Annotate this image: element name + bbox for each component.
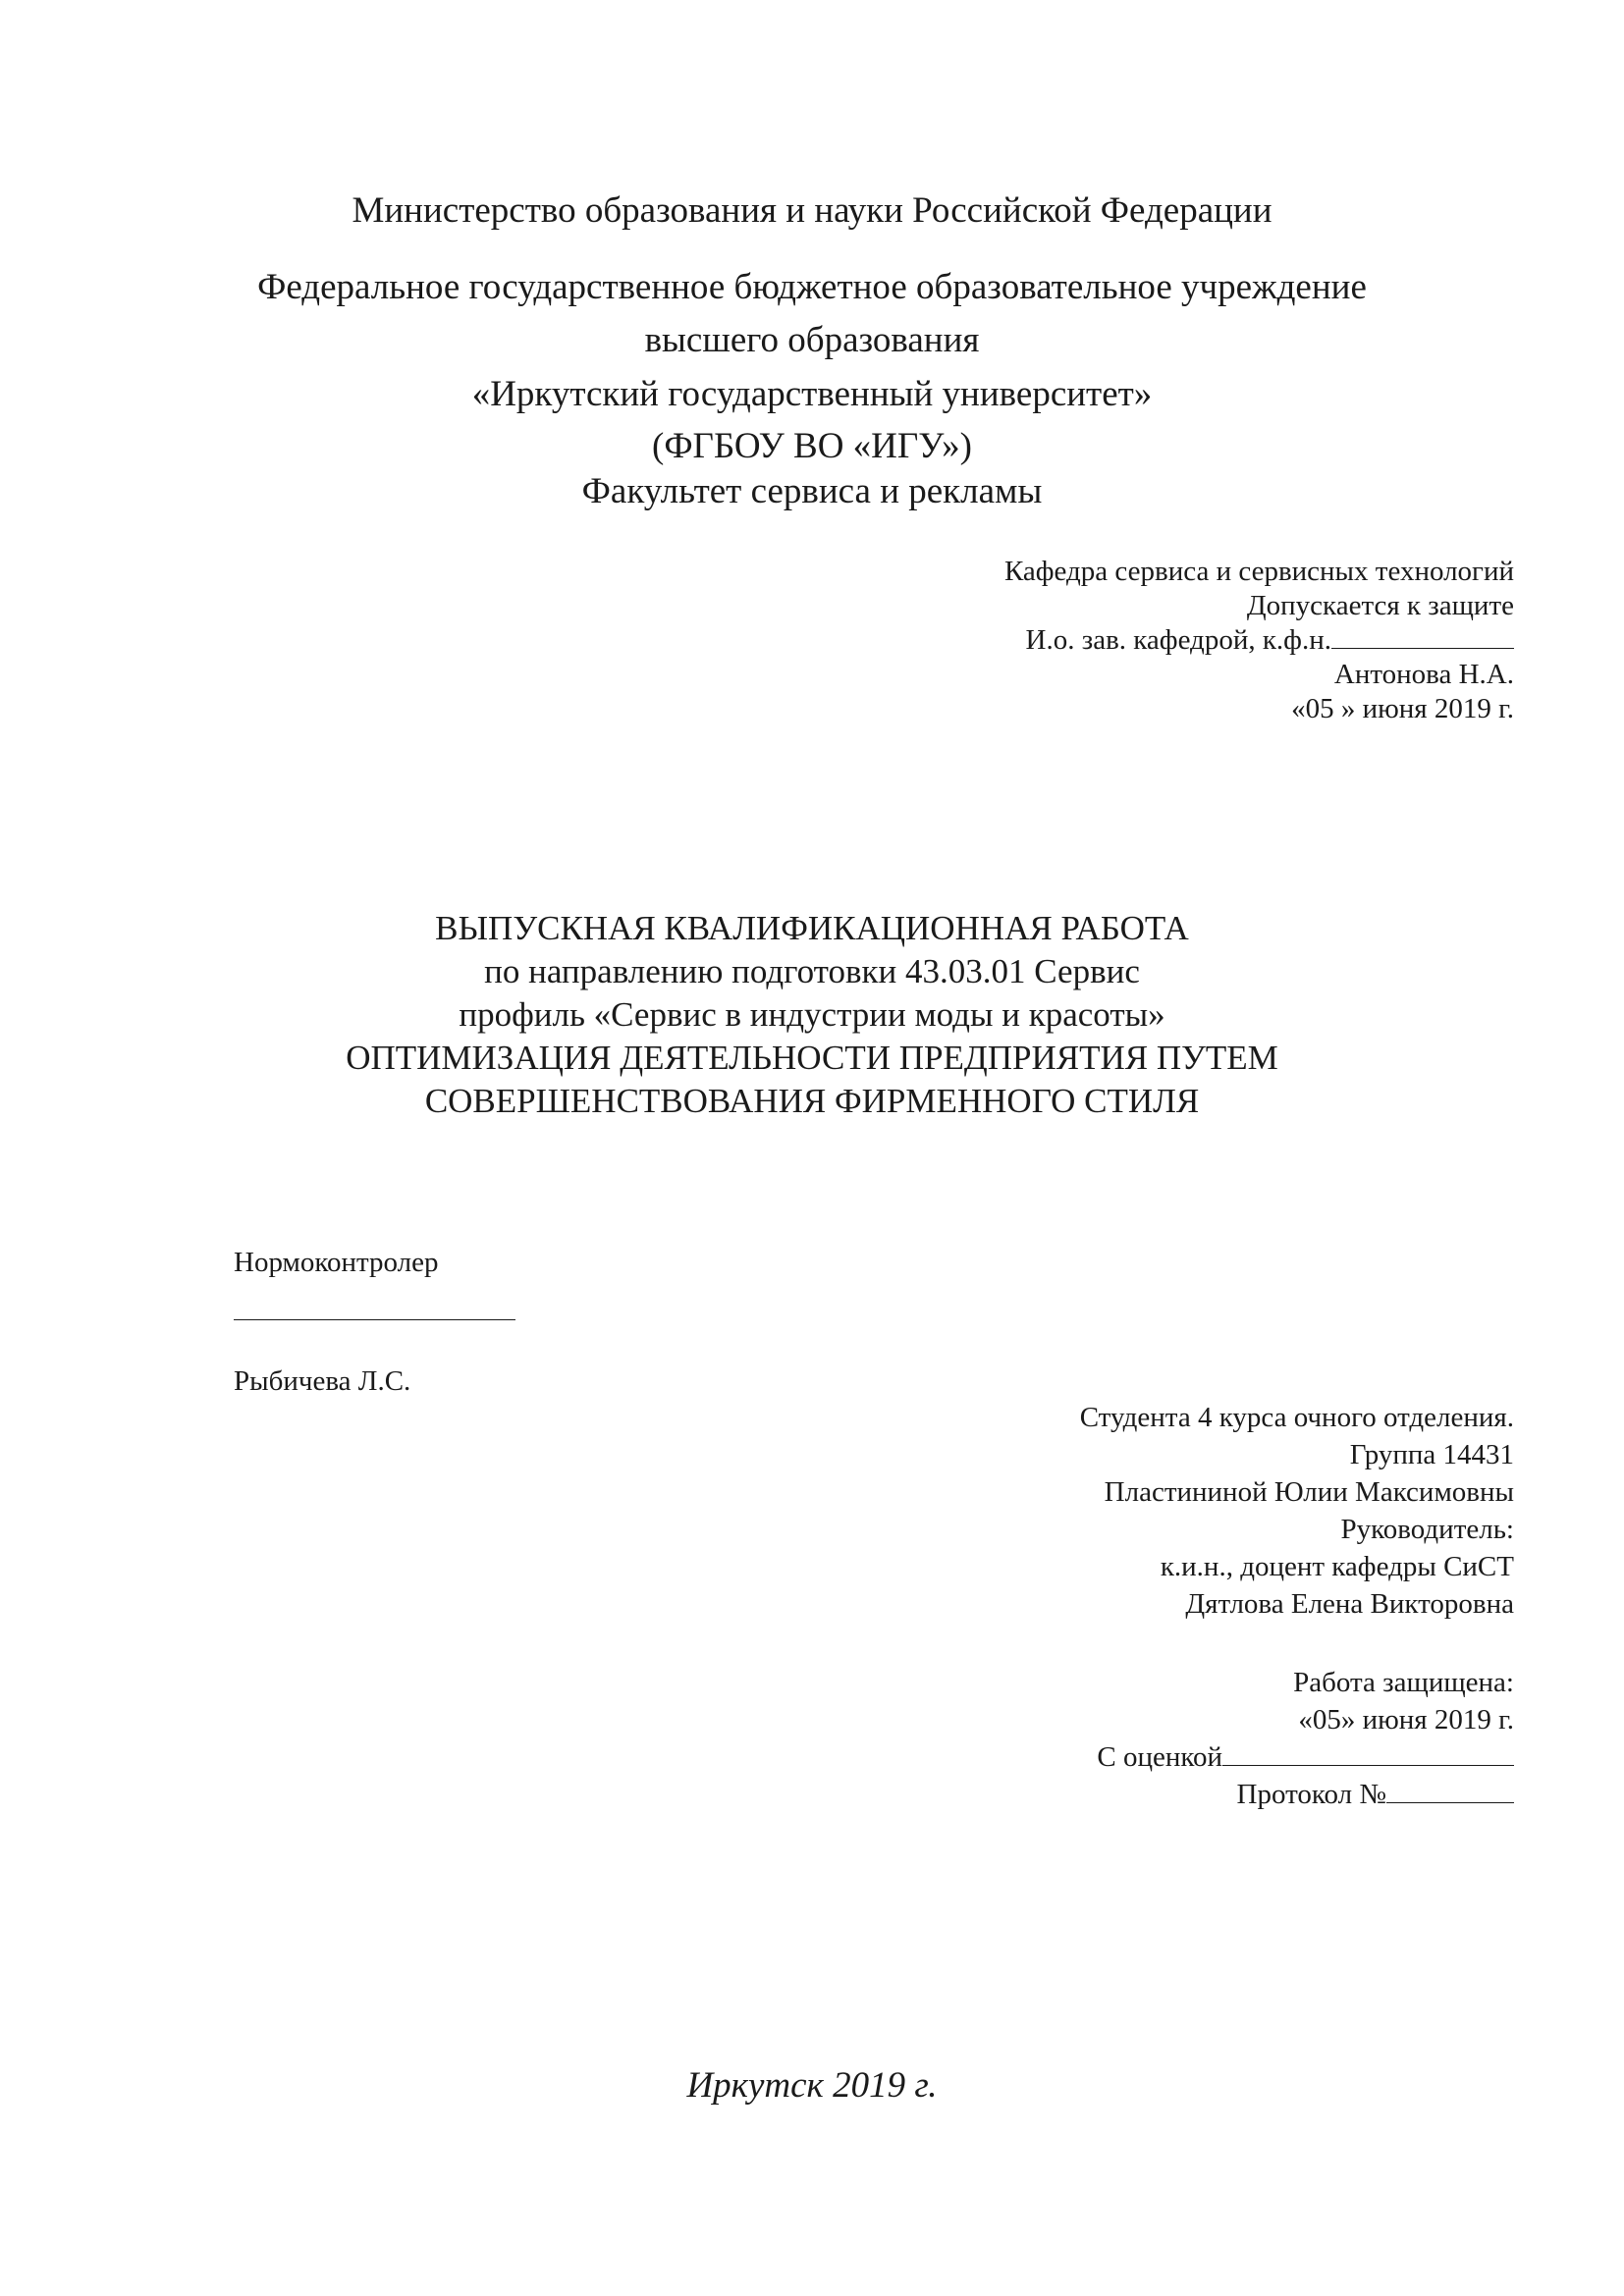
grade-blank — [1222, 1743, 1514, 1766]
institution-line-2: высшего образования — [644, 320, 980, 360]
department-name: Кафедра сервиса и сервисных технологий — [1003, 556, 1514, 587]
university-name: «Иркутский государственный университет» — [471, 374, 1153, 414]
topic-line-1: ОПТИМИЗАЦИЯ ДЕЯТЕЛЬНОСТИ ПРЕДПРИЯТИЯ ПУТЕМ — [346, 1039, 1278, 1077]
admitted-to-defense: Допускается к защите — [1246, 590, 1514, 621]
protocol-blank — [1386, 1781, 1514, 1803]
grade-line — [1097, 1743, 1514, 1772]
approval-date: «05 » июня 2019 г. — [1291, 693, 1514, 724]
student-course: Студента 4 курса очного отделения. — [1079, 1402, 1514, 1433]
supervisor-title: к.и.н., доцент кафедры СиСТ — [1160, 1551, 1514, 1582]
supervisor-name: Дятлова Елена Викторовна — [1185, 1588, 1514, 1620]
normcontrol-name: Рыбичева Л.С. — [234, 1365, 411, 1397]
work-type: ВЫПУСКНАЯ КВАЛИФИКАЦИОННАЯ РАБОТА — [435, 909, 1189, 947]
head-of-department-line — [1026, 626, 1514, 655]
university-abbreviation: (ФГБОУ ВО «ИГУ») — [652, 426, 972, 466]
defense-date: «05» июня 2019 г. — [1298, 1704, 1514, 1735]
normcontrol-label: Нормоконтролер — [234, 1247, 439, 1278]
protocol-line — [1237, 1781, 1514, 1809]
topic-line-2: СОВЕРШЕНСТВОВАНИЯ ФИРМЕННОГО СТИЛЯ — [424, 1082, 1200, 1120]
student-name: Пластининой Юлии Максимовны — [1104, 1476, 1514, 1508]
protocol-label: Протокол № — [1236, 1779, 1386, 1810]
student-group: Группа 14431 — [1349, 1439, 1514, 1470]
training-profile: профиль «Сервис в индустрии моды и красоты» — [459, 995, 1165, 1034]
institution-line-1: Федеральное государственное бюджетное образовательное учреждение — [257, 267, 1367, 307]
faculty-name: Факультет сервиса и рекламы — [581, 471, 1043, 511]
head-title: И.о. зав. кафедрой, к.ф.н. — [1025, 624, 1331, 656]
signature-blank — [1331, 626, 1514, 649]
head-name: Антонова Н.А. — [1333, 659, 1514, 690]
ministry-line: Министерство образования и науки Российской Федерации — [352, 190, 1272, 231]
city-year: Иркутск 2019 г. — [686, 2065, 938, 2106]
defended-label: Работа защищена: — [1293, 1667, 1514, 1698]
training-direction: по направлению подготовки 43.03.01 Сервис — [484, 952, 1140, 990]
grade-label: С оценкой — [1097, 1741, 1222, 1773]
supervisor-label: Руководитель: — [1340, 1514, 1514, 1545]
normcontrol-signature-line — [234, 1319, 515, 1320]
